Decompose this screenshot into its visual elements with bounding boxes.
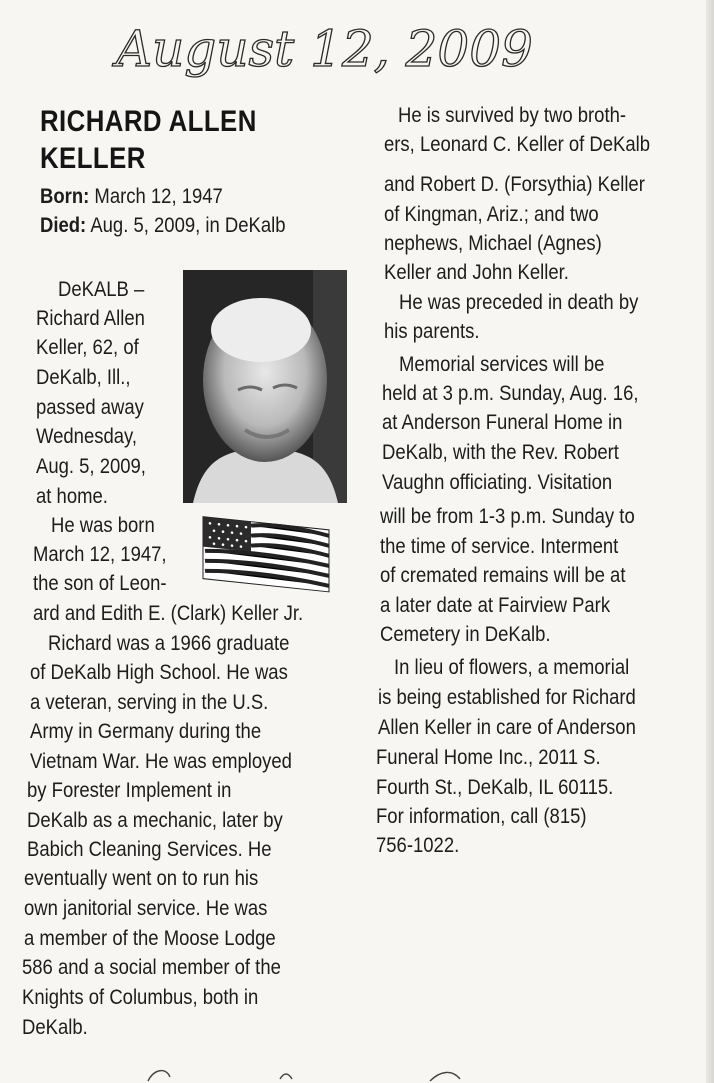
right-text-line: a later date at Fairview Park bbox=[380, 594, 611, 617]
left-text-line: DeKalb, Ill., bbox=[36, 366, 131, 389]
left-text-line: Wednesday, bbox=[36, 425, 138, 448]
right-text-line: Keller and John Keller. bbox=[384, 261, 569, 284]
left-text-line: DeKALB – bbox=[58, 278, 145, 301]
born-label: Born: bbox=[40, 185, 90, 208]
born-date: March 12, 1947 bbox=[94, 185, 223, 208]
left-text-line: a veteran, serving in the U.S. bbox=[30, 691, 269, 714]
portrait-photo bbox=[183, 270, 347, 503]
right-text-line: is being established for Richard bbox=[378, 686, 636, 709]
right-text-line: He is survived by two broth- bbox=[398, 104, 627, 127]
right-text-line: of Kingman, Ariz.; and two bbox=[384, 203, 599, 226]
left-text-line: He was born bbox=[51, 514, 155, 537]
left-text-line: Babich Cleaning Services. He bbox=[27, 838, 272, 861]
left-text-line: Vietnam War. He was employed bbox=[30, 750, 292, 773]
died-date: Aug. 5, 2009, in DeKalb bbox=[90, 214, 286, 237]
american-flag-icon bbox=[197, 512, 337, 592]
right-text-line: Allen Keller in care of Anderson bbox=[378, 716, 636, 739]
right-text-line: He was preceded in death by bbox=[399, 291, 639, 314]
left-text-line: Knights of Columbus, both in bbox=[22, 986, 259, 1009]
right-text-line: Memorial services will be bbox=[399, 353, 605, 376]
handwritten-date bbox=[112, 8, 533, 88]
left-text-line: March 12, 1947, bbox=[33, 543, 167, 566]
born-line bbox=[40, 183, 223, 211]
left-text-line: Richard Allen bbox=[36, 307, 145, 330]
name-line-2: KELLER bbox=[40, 142, 146, 175]
right-text-line: and Robert D. (Forsythia) Keller bbox=[384, 173, 645, 196]
left-text-line: of DeKalb High School. He was bbox=[30, 661, 288, 684]
right-text-line: Fourth St., DeKalb, IL 60115. bbox=[376, 776, 614, 799]
left-text-line: Richard was a 1966 graduate bbox=[48, 632, 290, 655]
left-text-line: DeKalb. bbox=[22, 1016, 88, 1039]
right-text-line: the time of service. Interment bbox=[380, 535, 619, 558]
right-text-line: For information, call (815) bbox=[376, 805, 587, 828]
obituary-name-heading bbox=[40, 103, 298, 177]
left-text-line: Army in Germany during the bbox=[30, 720, 262, 743]
right-text-line: ers, Leonard C. Keller of DeKalb bbox=[384, 133, 651, 156]
left-text-line: by Forester Implement in bbox=[27, 779, 232, 802]
right-text-line: 756-1022. bbox=[376, 834, 460, 857]
right-text-line: In lieu of flowers, a memorial bbox=[394, 656, 630, 679]
left-text-line: DeKalb as a mechanic, later by bbox=[27, 809, 283, 832]
right-text-line: nephews, Michael (Agnes) bbox=[384, 232, 602, 255]
right-text-line: his parents. bbox=[384, 320, 480, 343]
right-text-line: at Anderson Funeral Home in bbox=[382, 411, 623, 434]
svg-text:August 12, 2009: August 12, 2009 bbox=[116, 20, 533, 78]
left-text-line: eventually went on to run his bbox=[24, 867, 259, 890]
right-text-line: Cemetery in DeKalb. bbox=[380, 623, 551, 646]
paper-edge bbox=[706, 0, 714, 1083]
left-text-line: ard and Edith E. (Clark) Keller Jr. bbox=[33, 602, 304, 625]
bottom-handwriting-fragment bbox=[140, 1063, 500, 1083]
right-text-line: Vaughn officiating. Visitation bbox=[382, 471, 613, 494]
left-text-line: 586 and a social member of the bbox=[22, 956, 281, 979]
left-text-line: a member of the Moose Lodge bbox=[24, 927, 276, 950]
left-text-line: Keller, 62, of bbox=[36, 336, 139, 359]
left-text-line: the son of Leon- bbox=[33, 572, 167, 595]
right-text-line: of cremated remains will be at bbox=[380, 564, 626, 587]
right-text-line: Funeral Home Inc., 2011 S. bbox=[376, 746, 601, 769]
left-text-line: Aug. 5, 2009, bbox=[36, 455, 146, 478]
name-line-1: RICHARD ALLEN bbox=[40, 105, 257, 138]
right-text-line: held at 3 p.m. Sunday, Aug. 16, bbox=[382, 382, 639, 405]
left-text-line: passed away bbox=[36, 396, 144, 419]
right-text-line: DeKalb, with the Rev. Robert bbox=[382, 441, 619, 464]
died-line bbox=[40, 212, 286, 240]
left-text-line: at home. bbox=[36, 485, 108, 508]
left-text-line: own janitorial service. He was bbox=[24, 897, 268, 920]
died-label: Died: bbox=[40, 214, 87, 237]
right-text-line: will be from 1-3 p.m. Sunday to bbox=[380, 505, 635, 528]
